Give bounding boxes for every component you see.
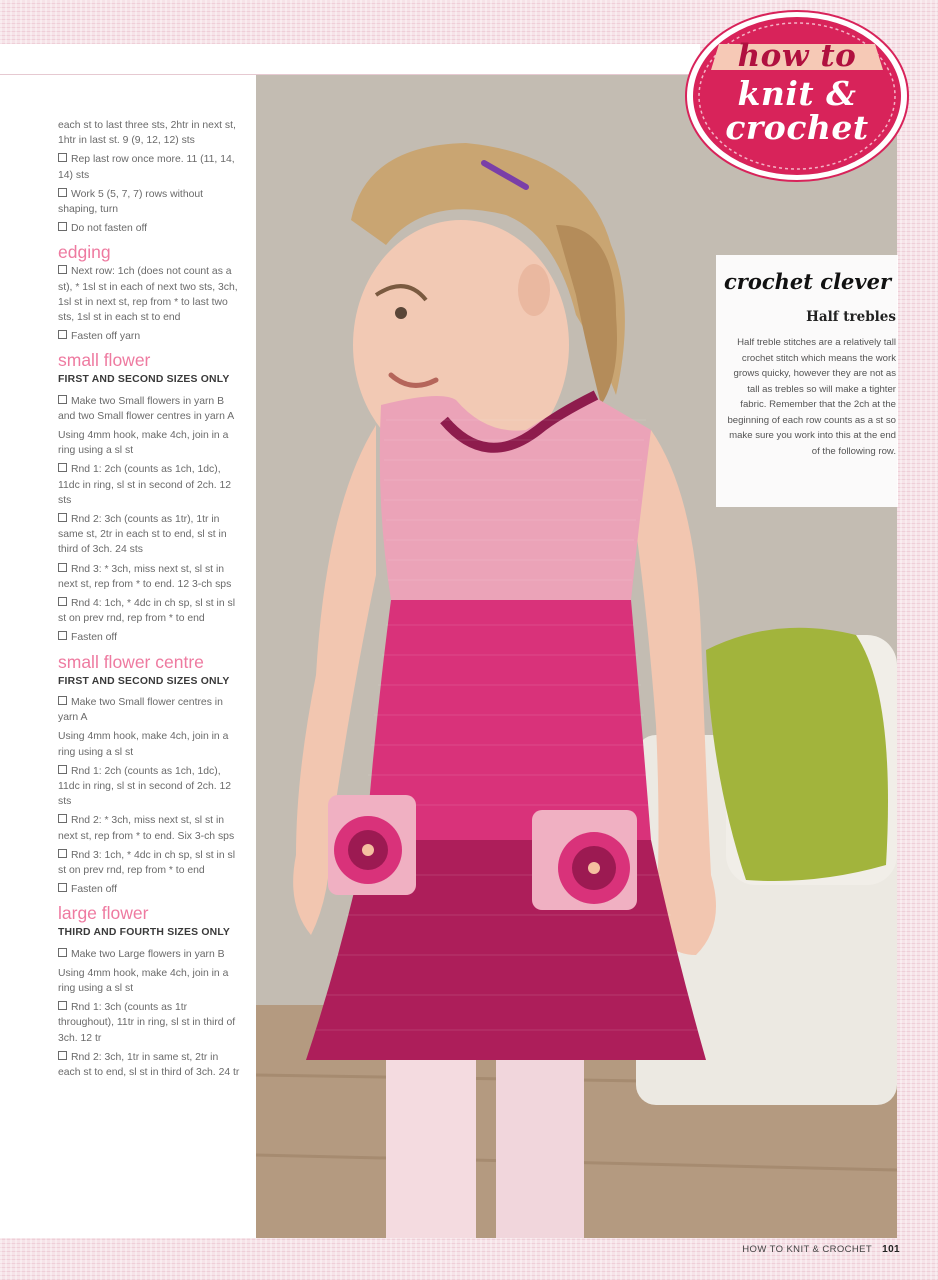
pattern-step: Make two Small flowers in yarn B and two Small flower centres in yarn A xyxy=(58,394,240,424)
section-heading-edging: edging xyxy=(58,242,111,263)
pattern-step: Fasten off xyxy=(58,630,240,645)
section-heading-small-flower-centre: small flower centre xyxy=(58,651,204,672)
photo-girl-in-crochet-dress xyxy=(256,75,897,1238)
pattern-step: Rnd 3: 1ch, * 4dc in ch sp, sl st in sl st on prev rnd, rep from * to end xyxy=(58,848,240,878)
pattern-step: Next row: 1ch (does not count as a st), * 1sl st in each of next two sts, 3ch, 1sl st in next st, rep from * to last two sts, 1sl st in each st to end xyxy=(58,264,240,325)
section-heading-small-flower: small flower xyxy=(58,350,151,371)
top-band xyxy=(0,44,700,75)
how-to-knit-crochet-badge xyxy=(683,8,911,184)
pattern-step: Do not fasten off xyxy=(58,221,240,236)
pattern-step: Rnd 3: * 3ch, miss next st, sl st in next st, rep from * to end. 12 3-ch sps xyxy=(58,562,240,592)
section-heading-large-flower: large flower xyxy=(58,903,149,924)
badge-line-1: how to xyxy=(737,38,857,74)
pattern-step: Make two Large flowers in yarn B xyxy=(58,947,240,962)
size-note: FIRST AND SECOND SIZES ONLY xyxy=(58,675,230,687)
tip-title: crochet clever xyxy=(724,269,892,294)
pattern-paragraph: Using 4mm hook, make 4ch, join in a ring using a sl st xyxy=(58,430,229,457)
pattern-column xyxy=(58,118,240,1084)
pattern-step: Rnd 1: 3ch (counts as 1tr throughout), 11tr in ring, sl st in third of 3ch. 12 tr xyxy=(58,1000,240,1046)
badge-line-2: knit & xyxy=(737,74,857,113)
intro-text: each st to last three sts, 2htr in next st, 1htr in last st. 9 (9, 12, 12) sts xyxy=(58,120,236,147)
pattern-step: Rnd 2: 3ch (counts as 1tr), 1tr in same st, 2tr in each st to end, sl st in third of 3ch. 24 sts xyxy=(58,512,240,558)
pattern-step: Rnd 2: * 3ch, miss next st, sl st in next st, rep from * to end. Six 3-ch sps xyxy=(58,813,240,843)
pattern-step: Work 5 (5, 7, 7) rows without shaping, turn xyxy=(58,187,240,217)
size-note: FIRST AND SECOND SIZES ONLY xyxy=(58,374,230,386)
pattern-paragraph: Using 4mm hook, make 4ch, join in a ring using a sl st xyxy=(58,731,229,758)
size-note: THIRD AND FOURTH SIZES ONLY xyxy=(58,927,231,939)
pattern-step: Rep last row once more. 11 (11, 14, 14) sts xyxy=(58,152,240,182)
pattern-paragraph: Using 4mm hook, make 4ch, join in a ring using a sl st xyxy=(58,967,229,994)
pattern-step: Fasten off xyxy=(58,882,240,897)
page-number: 101 xyxy=(882,1244,900,1255)
pattern-step: Rnd 4: 1ch, * 4dc in ch sp, sl st in sl st on prev rnd, rep from * to end xyxy=(58,596,240,626)
pattern-step: Make two Small flower centres in yarn A xyxy=(58,695,240,725)
pattern-step: Rnd 2: 3ch, 1tr in same st, 2tr in each st to end, sl st in third of 3ch. 24 tr xyxy=(58,1050,240,1080)
crochet-clever-tip-box xyxy=(716,255,898,507)
tip-body: Half treble stitches are a relatively tall crochet stitch which means the work grows quicky, however they are not as tall as trebles so will make a tighter fabric. Remember that the 2ch at the beginning of each row counts as a st so make sure you work into this at the end of the following row. xyxy=(727,337,896,457)
badge-line-3: crochet xyxy=(725,108,869,147)
pattern-step: Rnd 1: 2ch (counts as 1ch, 1dc), 11dc in ring, sl st in second of 2ch. 12 sts xyxy=(58,764,240,810)
pattern-step: Fasten off yarn xyxy=(58,329,240,344)
page-footer xyxy=(742,1244,900,1255)
magazine-title: HOW TO KNIT & CROCHET xyxy=(742,1244,873,1255)
pattern-step: Rnd 1: 2ch (counts as 1ch, 1dc), 11dc in ring, sl st in second of 2ch. 12 sts xyxy=(58,462,240,508)
tip-subtitle: Half trebles xyxy=(806,309,896,325)
